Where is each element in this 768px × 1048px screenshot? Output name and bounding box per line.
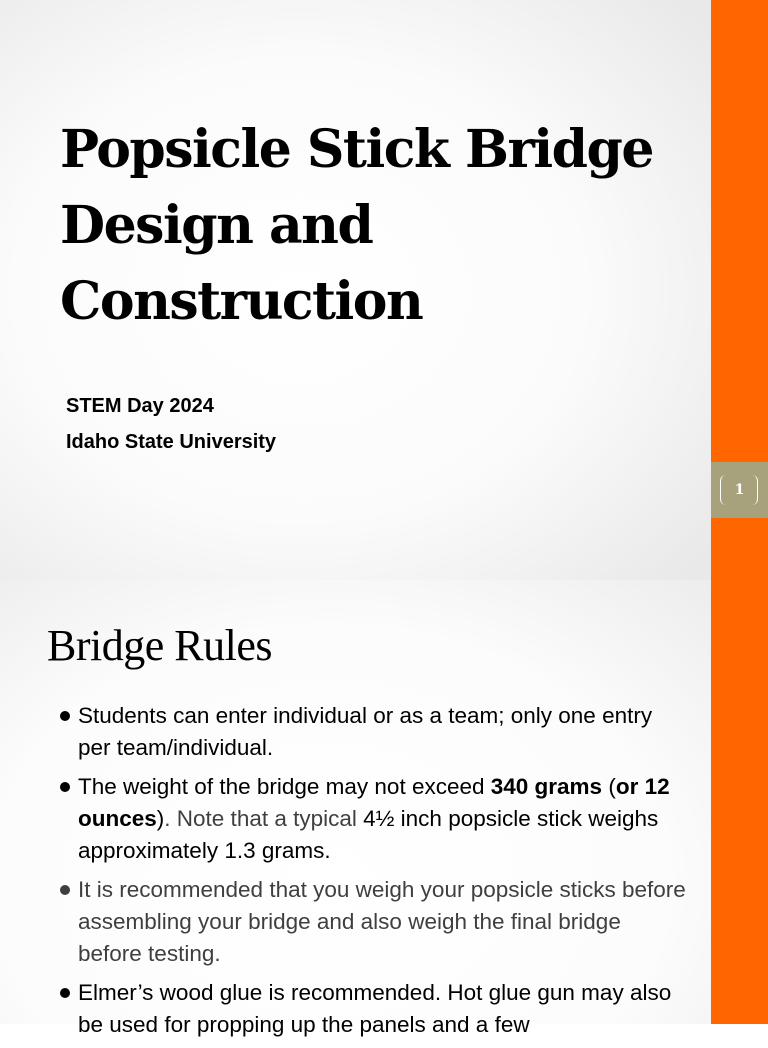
bullet-text: Elmer’s wood glue is recommended. Hot glue gun may also be used for propping up the panels and a few bbox=[78, 980, 672, 1037]
slide-heading: Bridge Rules bbox=[47, 621, 272, 670]
rules-list bbox=[58, 700, 688, 1048]
slide-title bbox=[60, 112, 700, 340]
list-item bbox=[58, 874, 688, 970]
title-line: Construction bbox=[60, 271, 423, 332]
bullet-text: 4½ inch popsicle stick weighs approximately 1.3 grams. bbox=[78, 806, 659, 863]
bullet-text: It is recommended that you weigh your popsicle sticks before assembling your bridge and also weigh the final bridge before testing. bbox=[78, 877, 686, 966]
weight-limit-grams: 340 grams bbox=[490, 774, 603, 799]
weight-limit-ounces: or 12 ounces bbox=[78, 774, 670, 831]
accent-bar bbox=[711, 580, 768, 1024]
bullet-text: The weight of the bridge may not exceed bbox=[78, 774, 491, 799]
list-item bbox=[58, 977, 688, 1041]
bullet-icon bbox=[60, 782, 70, 792]
slide-subtitle bbox=[66, 388, 276, 460]
list-item bbox=[58, 771, 688, 867]
title-line: Popsicle Stick Bridge bbox=[60, 119, 653, 180]
bullet-text: ) bbox=[156, 806, 165, 831]
bullet-text: Students can enter individual or as a team; only one entry per team/individual. bbox=[78, 703, 653, 760]
title-line: Design and bbox=[60, 195, 373, 256]
bullet-icon bbox=[60, 885, 70, 895]
bullet-icon bbox=[60, 711, 70, 721]
bullet-note: . Note that a typical bbox=[164, 806, 364, 831]
rules-slide bbox=[0, 580, 768, 1037]
page-number-badge bbox=[711, 462, 768, 518]
list-item bbox=[58, 700, 688, 764]
subtitle-event: STEM Day 2024 bbox=[66, 395, 214, 417]
page-number: 1 bbox=[734, 482, 745, 498]
subtitle-institution: Idaho State University bbox=[66, 431, 277, 453]
bullet-icon bbox=[60, 988, 70, 998]
bullet-text: ( bbox=[602, 774, 616, 799]
